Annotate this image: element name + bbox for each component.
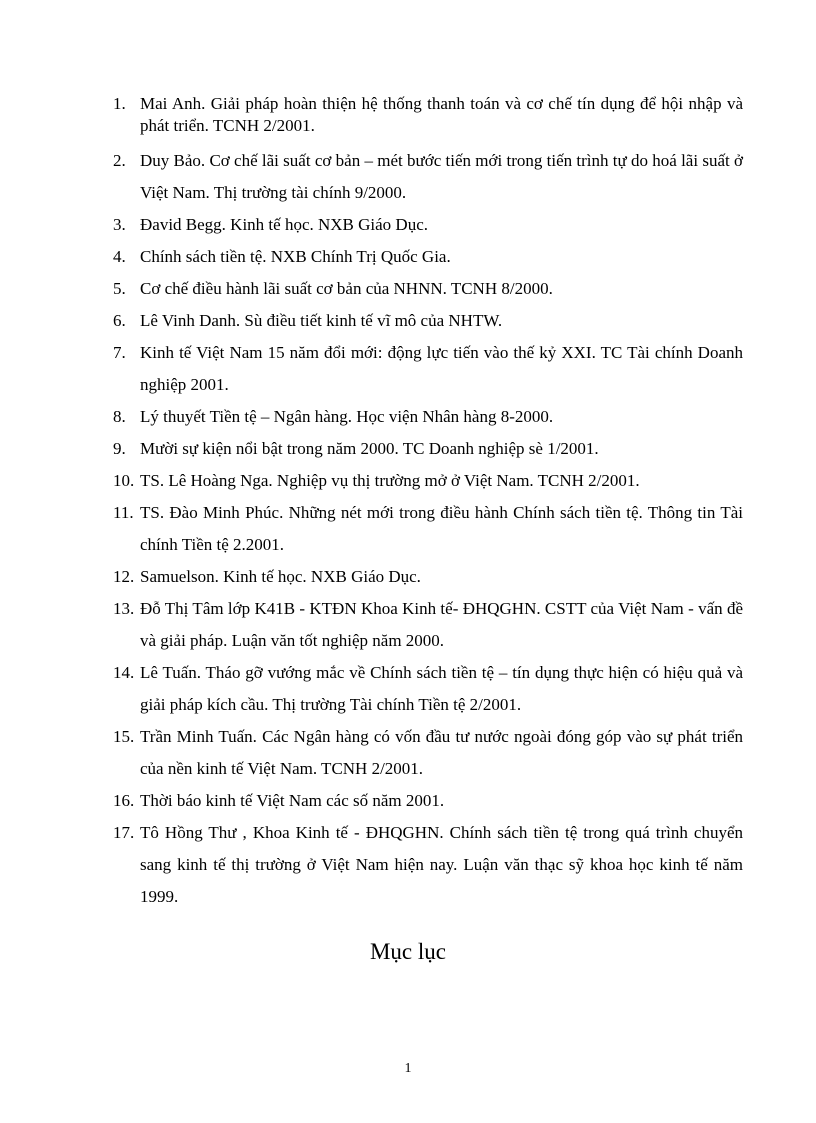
reference-text: Tô Hồng Thư , Khoa Kinh tế - ĐHQGHN. Chính sách tiền tệ trong quá trình chuyển sang kinh tế thị trường ở Việt Nam hiện nay. Luận văn thạc sỹ khoa học kinh tế năm 1999. [140,823,743,906]
reference-item [113,209,743,241]
reference-number: 11. [113,503,134,522]
reference-text: Đavid Begg. Kinh tế học. NXB Giáo Dục. [140,215,429,234]
reference-item [113,337,743,401]
reference-number: 14. [113,663,135,682]
reference-text: Trần Minh Tuấn. Các Ngân hàng có vốn đầu tư nước ngoài đóng góp vào sự phát triển của nền kinh tế Việt Nam. TCNH 2/2001. [140,727,743,778]
reference-item [113,465,743,497]
reference-number: 10. [113,471,135,490]
reference-item [113,145,743,209]
reference-text: TS. Đào Minh Phúc. Những nét mới trong điều hành Chính sách tiền tệ. Thông tin Tài chính Tiền tệ 2.2001. [140,503,743,554]
reference-item [113,305,743,337]
reference-item [113,561,743,593]
reference-number: 17. [113,823,135,842]
reference-text: Lê Vinh Danh. Sù điều tiết kinh tế vĩ mô của NHTW. [140,311,503,330]
reference-item [113,785,743,817]
reference-item [113,657,743,721]
reference-item [113,273,743,305]
reference-item [113,241,743,273]
reference-item [113,817,743,913]
reference-number: 5. [113,279,126,298]
reference-number: 1. [113,94,126,113]
reference-text: Kinh tế Việt Nam 15 năm đổi mới: động lực tiến vào thế kỷ XXI. TC Tài chính Doanh nghiệp 2001. [140,343,743,394]
reference-number: 2. [113,151,126,170]
reference-list [113,93,743,913]
reference-item [113,433,743,465]
reference-number: 6. [113,311,126,330]
reference-text: TS. Lê Hoàng Nga. Nghiệp vụ thị trường mở ở Việt Nam. TCNH 2/2001. [140,471,640,490]
reference-number: 3. [113,215,126,234]
reference-text: Cơ chế điều hành lãi suất cơ bản của NHNN. TCNH 8/2000. [140,279,553,298]
reference-item [113,593,743,657]
reference-text: Chính sách tiền tệ. NXB Chính Trị Quốc Gia. [140,247,451,266]
reference-number: 13. [113,599,135,618]
reference-text: Thời báo kinh tế Việt Nam các số năm 2001. [140,791,445,810]
reference-text: Lý thuyết Tiền tệ – Ngân hàng. Học viện Nhân hàng 8-2000. [140,407,554,426]
reference-text: Lê Tuấn. Tháo gỡ vướng mắc về Chính sách tiền tệ – tín dụng thực hiện có hiệu quả và giải pháp kích cầu. Thị trường Tài chính Tiền tệ 2/2001. [140,663,743,714]
reference-text: Đỗ Thị Tâm lớp K41B - KTĐN Khoa Kinh tế- ĐHQGHN. CSTT của Việt Nam - vấn đề và giải pháp. Luận văn tốt nghiệp năm 2000. [140,599,743,650]
reference-number: 12. [113,567,135,586]
reference-item [113,497,743,561]
reference-text: Mười sự kiện nổi bật trong năm 2000. TC Doanh nghiệp sè 1/2001. [140,439,599,458]
reference-number: 8. [113,407,126,426]
reference-text: Mai Anh. Giải pháp hoàn thiện hệ thống thanh toán và cơ chế tín dụng để hội nhập và phát triển. TCNH 2/2001. [140,94,743,135]
reference-number: 16. [113,791,135,810]
reference-number: 9. [113,439,126,458]
page-number: 1 [404,1061,412,1076]
reference-item [113,93,743,137]
reference-text: Duy Bảo. Cơ chế lãi suất cơ bản – mét bước tiến mới trong tiến trình tự do hoá lãi suất ở Việt Nam. Thị trường tài chính 9/2000. [140,151,743,202]
table-of-contents-heading: Mục lục [369,939,446,964]
reference-number: 7. [113,343,126,362]
reference-number: 4. [113,247,126,266]
reference-number: 15. [113,727,135,746]
reference-text: Samuelson. Kinh tế học. NXB Giáo Dục. [140,567,421,586]
reference-item [113,401,743,433]
reference-item [113,721,743,785]
